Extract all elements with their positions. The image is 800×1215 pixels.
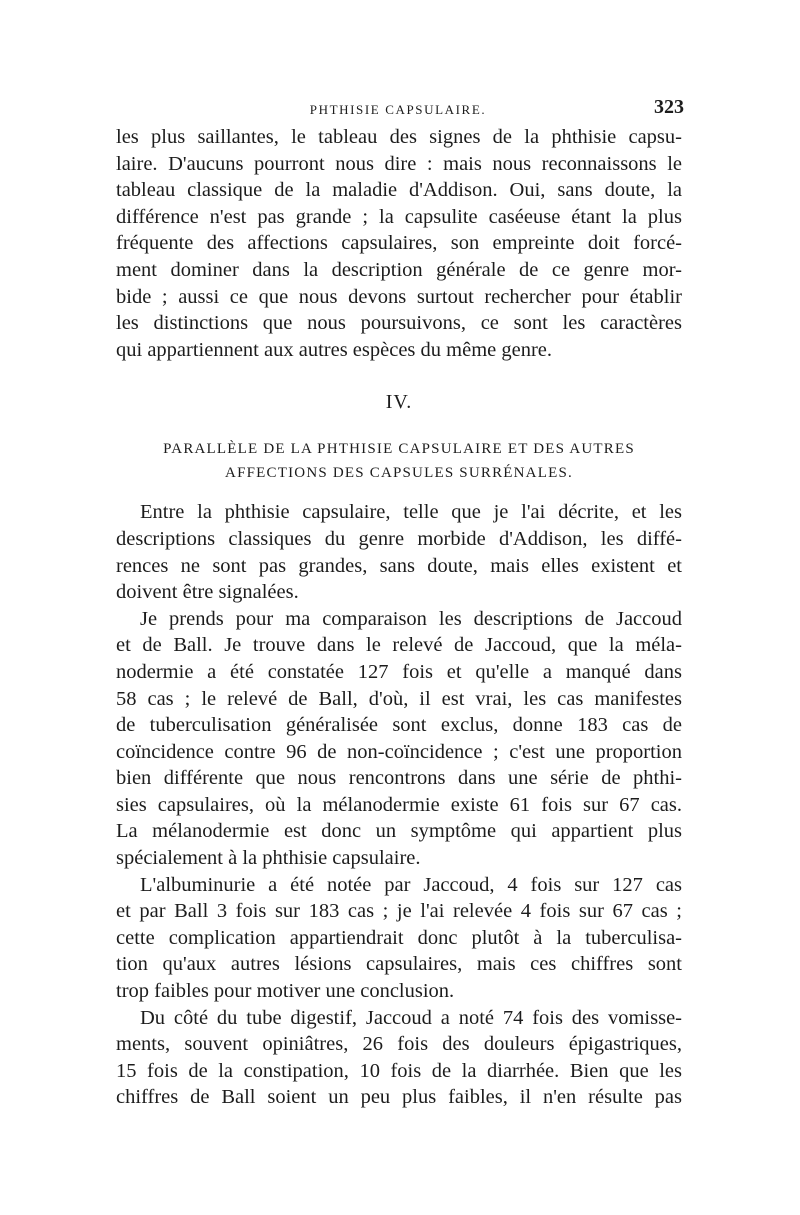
text-line: doivent être signalées. (116, 581, 299, 604)
text-line: descriptions classiques du genre morbide d'Addison, les diffé- (116, 527, 682, 550)
text-line: laire. D'aucuns pourront nous dire : mais nous reconnaissons le (116, 152, 682, 175)
paragraph-1 (116, 124, 682, 363)
text-line: La mélanodermie est donc un symptôme qui appartient plus (116, 820, 682, 843)
text-line: 58 cas ; le relevé de Ball, d'où, il est vrai, les cas manifestes (116, 687, 682, 710)
paragraph-3 (116, 606, 682, 872)
text-line: les plus saillantes, le tableau des signes de la phthisie capsu- (116, 126, 682, 148)
running-title: PHTHISIE CAPSULAIRE. (309, 102, 487, 117)
paragraph-4 (116, 872, 682, 1005)
text-line: et par Ball 3 fois sur 183 cas ; je l'ai relevée 4 fois sur 67 cas ; (116, 900, 682, 923)
text-line: cette complication appartiendrait donc plutôt à la tuberculisa- (116, 926, 682, 949)
text-line: L'albuminurie a été notée par Jaccoud, 4 fois sur 127 cas (140, 873, 682, 896)
text-line: 15 fois de la constipation, 10 fois de la diarrhée. Bien que les (116, 1059, 682, 1082)
text-line: trop faibles pour motiver une conclusion. (116, 980, 455, 1003)
text-line: et de Ball. Je trouve dans le relevé de Jaccoud, que la méla- (116, 634, 682, 657)
text-line: fréquente des affections capsulaires, son empreinte doit forcé- (116, 232, 682, 255)
page-number: 323 (654, 96, 684, 118)
section-number: IV. (385, 391, 413, 414)
section-title: PARALLÈLE DE LA PHTHISIE CAPSULAIRE ET DES AUTRES (163, 441, 635, 458)
text-line: les distinctions que nous poursuivons, ce sont les caractères (116, 312, 682, 335)
paragraph-2 (116, 499, 682, 605)
text-line: Je prends pour ma comparaison les descriptions de Jaccoud (140, 607, 682, 630)
text-line: de tuberculisation généralisée sont exclus, donne 183 cas de (116, 714, 682, 737)
body-text (116, 124, 682, 1111)
text-line: coïncidence contre 96 de non-coïncidence ; c'est une proportion (116, 740, 682, 763)
text-line: rences ne sont pas grandes, sans doute, mais elles existent et (116, 554, 682, 577)
text-line: bien différente que nous rencontrons dans une série de phthi- (116, 767, 682, 790)
section-title: AFFECTIONS DES CAPSULES SURRÉNALES. (225, 465, 573, 482)
text-line: qui appartiennent aux autres espèces du même genre. (116, 338, 553, 361)
text-line: ments, souvent opiniâtres, 26 fois des douleurs épigastriques, (116, 1033, 682, 1056)
text-line: spécialement à la phthisie capsulaire. (116, 847, 421, 870)
text-line: tableau classique de la maladie d'Addison. Oui, sans doute, la (116, 179, 682, 202)
text-line: sies capsulaires, où la mélanodermie existe 61 fois sur 67 cas. (116, 793, 682, 816)
text-line: tion qu'aux autres lésions capsulaires, mais ces chiffres sont (116, 953, 682, 976)
running-head (112, 96, 684, 120)
text-line: différence n'est pas grande ; la capsulite caséeuse étant la plus (116, 205, 682, 228)
text-line: Du côté du tube digestif, Jaccoud a noté 74 fois des vomisse- (140, 1006, 682, 1029)
paragraph-5 (116, 1005, 682, 1111)
text-line: ment dominer dans la description générale de ce genre mor- (116, 258, 682, 281)
text-line: Entre la phthisie capsulaire, telle que je l'ai décrite, et les (140, 501, 682, 524)
text-line: chiffres de Ball soient un peu plus faibles, il n'en résulte pas (116, 1086, 682, 1109)
text-line: bide ; aussi ce que nous devons surtout rechercher pour établir (116, 285, 682, 308)
text-line: nodermie a été constatée 127 fois et qu'elle a manqué dans (116, 660, 682, 683)
